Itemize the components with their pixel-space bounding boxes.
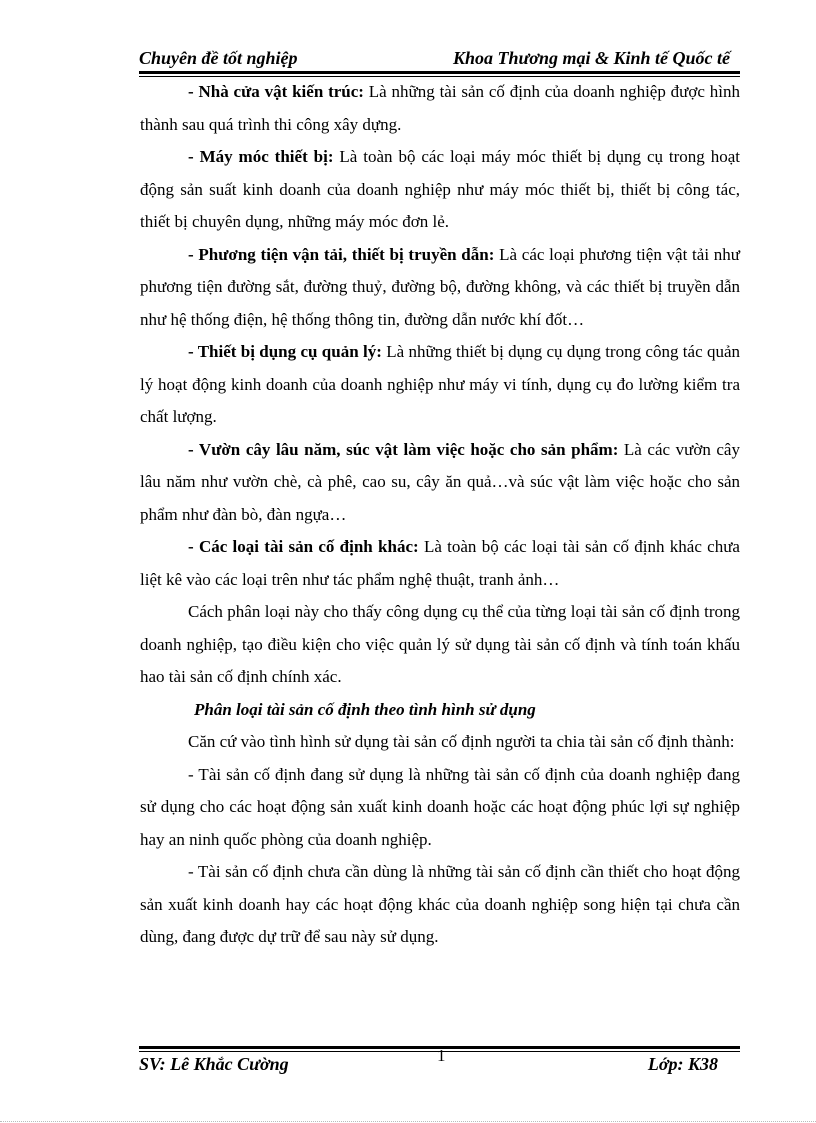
paragraph-summary — [140, 596, 740, 694]
definition: Là toàn bộ các loại tài sản cố định khác chưa liệt kê vào các loại trên như tác phẩm nghệ thuật, tranh ảnh… — [140, 537, 740, 589]
definition: Là các loại phương tiện vật tải như phương tiện đường sắt, đường thuỷ, đường bộ, đường không, và các thiết bị truyền dẫn như hệ thống điện, hệ thống thông tin, đường dẫn nước khí đốt… — [140, 244, 741, 329]
header-left-title: Chuyên đề tốt nghiệp — [139, 48, 298, 68]
paragraph-chua-can-dung — [140, 856, 740, 954]
term: - Thiết bị dụng cụ quản lý: — [188, 342, 382, 361]
term: - Các loại tài sản cố định khác: — [188, 537, 419, 556]
footer-student-name: SV: Lê Khắc Cường — [139, 1054, 289, 1074]
paragraph-vuon-cay — [140, 434, 740, 532]
page-number: 1 — [437, 1046, 446, 1065]
footer-class: Lớp: K38 — [647, 1054, 718, 1074]
definition: Là toàn bộ các loại máy móc thiết bị dụng cụ trong hoạt động sản suất kinh doanh của doanh nghiệp như máy móc thiết bị, thiết bị công tác, thiết bị chuyên dụng, những máy móc đơn lẻ. — [140, 147, 740, 231]
paragraph-may-moc — [140, 141, 740, 239]
paragraph-phuong-tien — [140, 239, 740, 337]
term: - Máy móc thiết bị: — [188, 147, 334, 166]
term: - Vườn cây lâu năm, súc vật làm việc hoặc cho sản phẩm: — [188, 439, 619, 459]
paragraph-intro — [140, 726, 740, 759]
page-bottom-dotted-border — [0, 1121, 816, 1122]
page-footer — [139, 1046, 740, 1078]
summary-text: Cách phân loại này cho thấy công dụng cụ thể của từng loại tài sản cố định trong doanh nghiệp, tạo điều kiện cho việc quản lý sử dụng tài sản cố định và tính toán khấu hao tài sản cố định chính xác. — [140, 602, 740, 686]
header-right-title: Khoa Thương mại & Kinh tế Quốc tế — [453, 48, 730, 68]
paragraph-dang-su-dung — [140, 759, 740, 857]
header-rule-thick — [139, 71, 740, 74]
document-body — [140, 76, 740, 954]
definition: Là các vườn cây lâu năm như vườn chè, cà phê, cao su, cây ăn quả…và súc vật làm việc hoặc cho sản phẩm như đàn bò, đàn ngựa… — [140, 439, 740, 524]
term: - Nhà cửa vật kiến trúc: — [188, 82, 364, 101]
item-text: - Tài sản cố định đang sử dụng là những tài sản cố định của doanh nghiệp đang sử dụng cho các hoạt động sản xuất kinh doanh hoặc các hoạt động phúc lợi sự nghiệp hay an ninh quốc phòng của doanh nghiệp. — [140, 764, 740, 849]
intro-text: Căn cứ vào tình hình sử dụng tài sản cố định người ta chia tài sản cố định thành: — [188, 732, 735, 751]
term: - Phương tiện vận tải, thiết bị truyền dẫn: — [188, 244, 495, 264]
item-text: - Tài sản cố định chưa cần dùng là những tài sản cố định cần thiết cho hoạt động sản xuất kinh doanh hay các hoạt động khác của doanh nghiệp song hiện tại chưa cần dùng, đang được dự trữ để sau này sử dụng. — [140, 862, 740, 946]
paragraph-nha-cua — [140, 76, 740, 141]
definition: Là những thiết bị dụng cụ dụng trong công tác quản lý hoạt động kinh doanh của doanh nghiệp như máy vi tính, dụng cụ đo lường kiểm tra chất lượng. — [140, 342, 740, 426]
definition: Là những tài sản cố định của doanh nghiệp được hình thành sau quá trình thi công xây dựng. — [140, 82, 740, 134]
section-heading: Phân loại tài sản cố định theo tình hình sử dụng — [194, 699, 536, 719]
page-header — [139, 48, 740, 72]
paragraph-tai-san-khac — [140, 531, 740, 596]
paragraph-thiet-bi-quan-ly — [140, 336, 740, 434]
